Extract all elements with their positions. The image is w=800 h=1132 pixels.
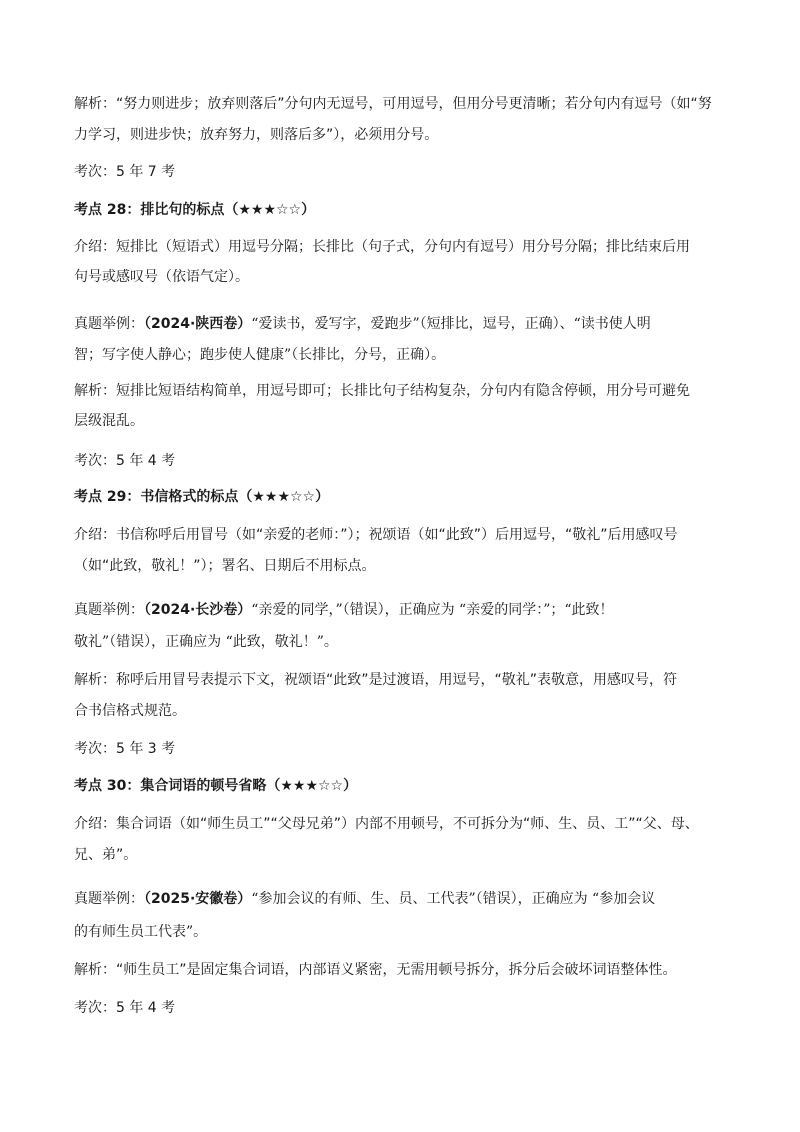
example-source: （2025·安徽卷） [144, 891, 252, 907]
intro-line: 兄、弟”。 [74, 847, 138, 863]
example-label: 真题举例： [74, 891, 144, 907]
example-line [74, 600, 614, 620]
example-source: （2024·陕西卷） [144, 316, 252, 332]
exam-count: 考次：5 年 4 考 [74, 453, 176, 469]
exam-count: 考次：5 年 4 考 [74, 1000, 176, 1016]
analysis-line: 解析：“师生员工”是固定集合词语，内部语义紧密，无需用顿号拆分，拆分后会破坏词语整体性。 [74, 962, 677, 978]
example-label: 真题举例： [74, 602, 144, 618]
example-label: 真题举例： [74, 316, 144, 332]
analysis-line: 合书信格式规范。 [74, 703, 186, 719]
analysis-line: 层级混乱。 [74, 413, 144, 429]
section-heading-29: 考点 29：书信格式的标点（★★★☆☆） [74, 489, 330, 505]
example-line [74, 889, 655, 909]
intro-line: 句号或感叹号（依语气定）。 [74, 269, 249, 285]
intro-line: （如“此致，敬礼！”）；署名、日期后不用标点。 [74, 558, 376, 574]
example-source: （2024·长沙卷） [144, 602, 252, 618]
example-line: 敬礼”（错误），正确应为 “此致，敬礼！”。 [74, 634, 338, 650]
example-line [74, 314, 651, 334]
section-heading-28: 考点 28：排比句的标点（★★★☆☆） [74, 202, 316, 218]
analysis-line: 解析：短排比短语结构简单，用逗号即可；长排比句子结构复杂，分句内有隐含停顿，用分号可避免 [74, 383, 690, 399]
exam-count: 考次：5 年 3 考 [74, 741, 176, 757]
example-text: “爱读书，爱写字，爱跑步”（短排比，逗号，正确）、“读书使人明 [251, 316, 651, 332]
exam-count: 考次：5 年 7 考 [74, 164, 176, 180]
analysis-line: 力学习，则进步快；放弃努力，则落后多”），必须用分号。 [74, 127, 439, 143]
intro-line: 介绍：书信称呼后用冒号（如“亲爱的老师：”）；祝颂语（如“此致”）后用逗号，“敬礼”后用感叹号 [74, 527, 678, 543]
example-line: 智；写字使人静心；跑步使人健康”（长排比，分号，正确）。 [74, 347, 446, 363]
intro-line: 介绍：短排比（短语式）用逗号分隔；长排比（句子式，分句内有逗号）用分号分隔；排比结束后用 [74, 239, 690, 255]
analysis-line: 解析：“努力则进步；放弃则落后”分句内无逗号，可用逗号，但用分号更清晰；若分句内有逗号（如“努 [74, 96, 712, 112]
analysis-line: 解析：称呼后用冒号表提示下文，祝颂语“此致”是过渡语，用逗号，“敬礼”表敬意，用感叹号，符 [74, 672, 678, 688]
example-text: “亲爱的同学，”（错误），正确应为 “亲爱的同学：”；“此致！ [251, 602, 614, 618]
intro-line: 介绍：集合词语（如“师生员工”“父母兄弟”）内部不用顿号，不可拆分为“师、生、员、工”“父、母、 [74, 816, 699, 832]
example-text: “参加会议的有师、生、员、工代表”（错误），正确应为 “参加会议 [251, 891, 656, 907]
section-heading-30: 考点 30：集合词语的顿号省略（★★★☆☆） [74, 778, 358, 794]
example-line: 的有师生员工代表”。 [74, 924, 208, 940]
